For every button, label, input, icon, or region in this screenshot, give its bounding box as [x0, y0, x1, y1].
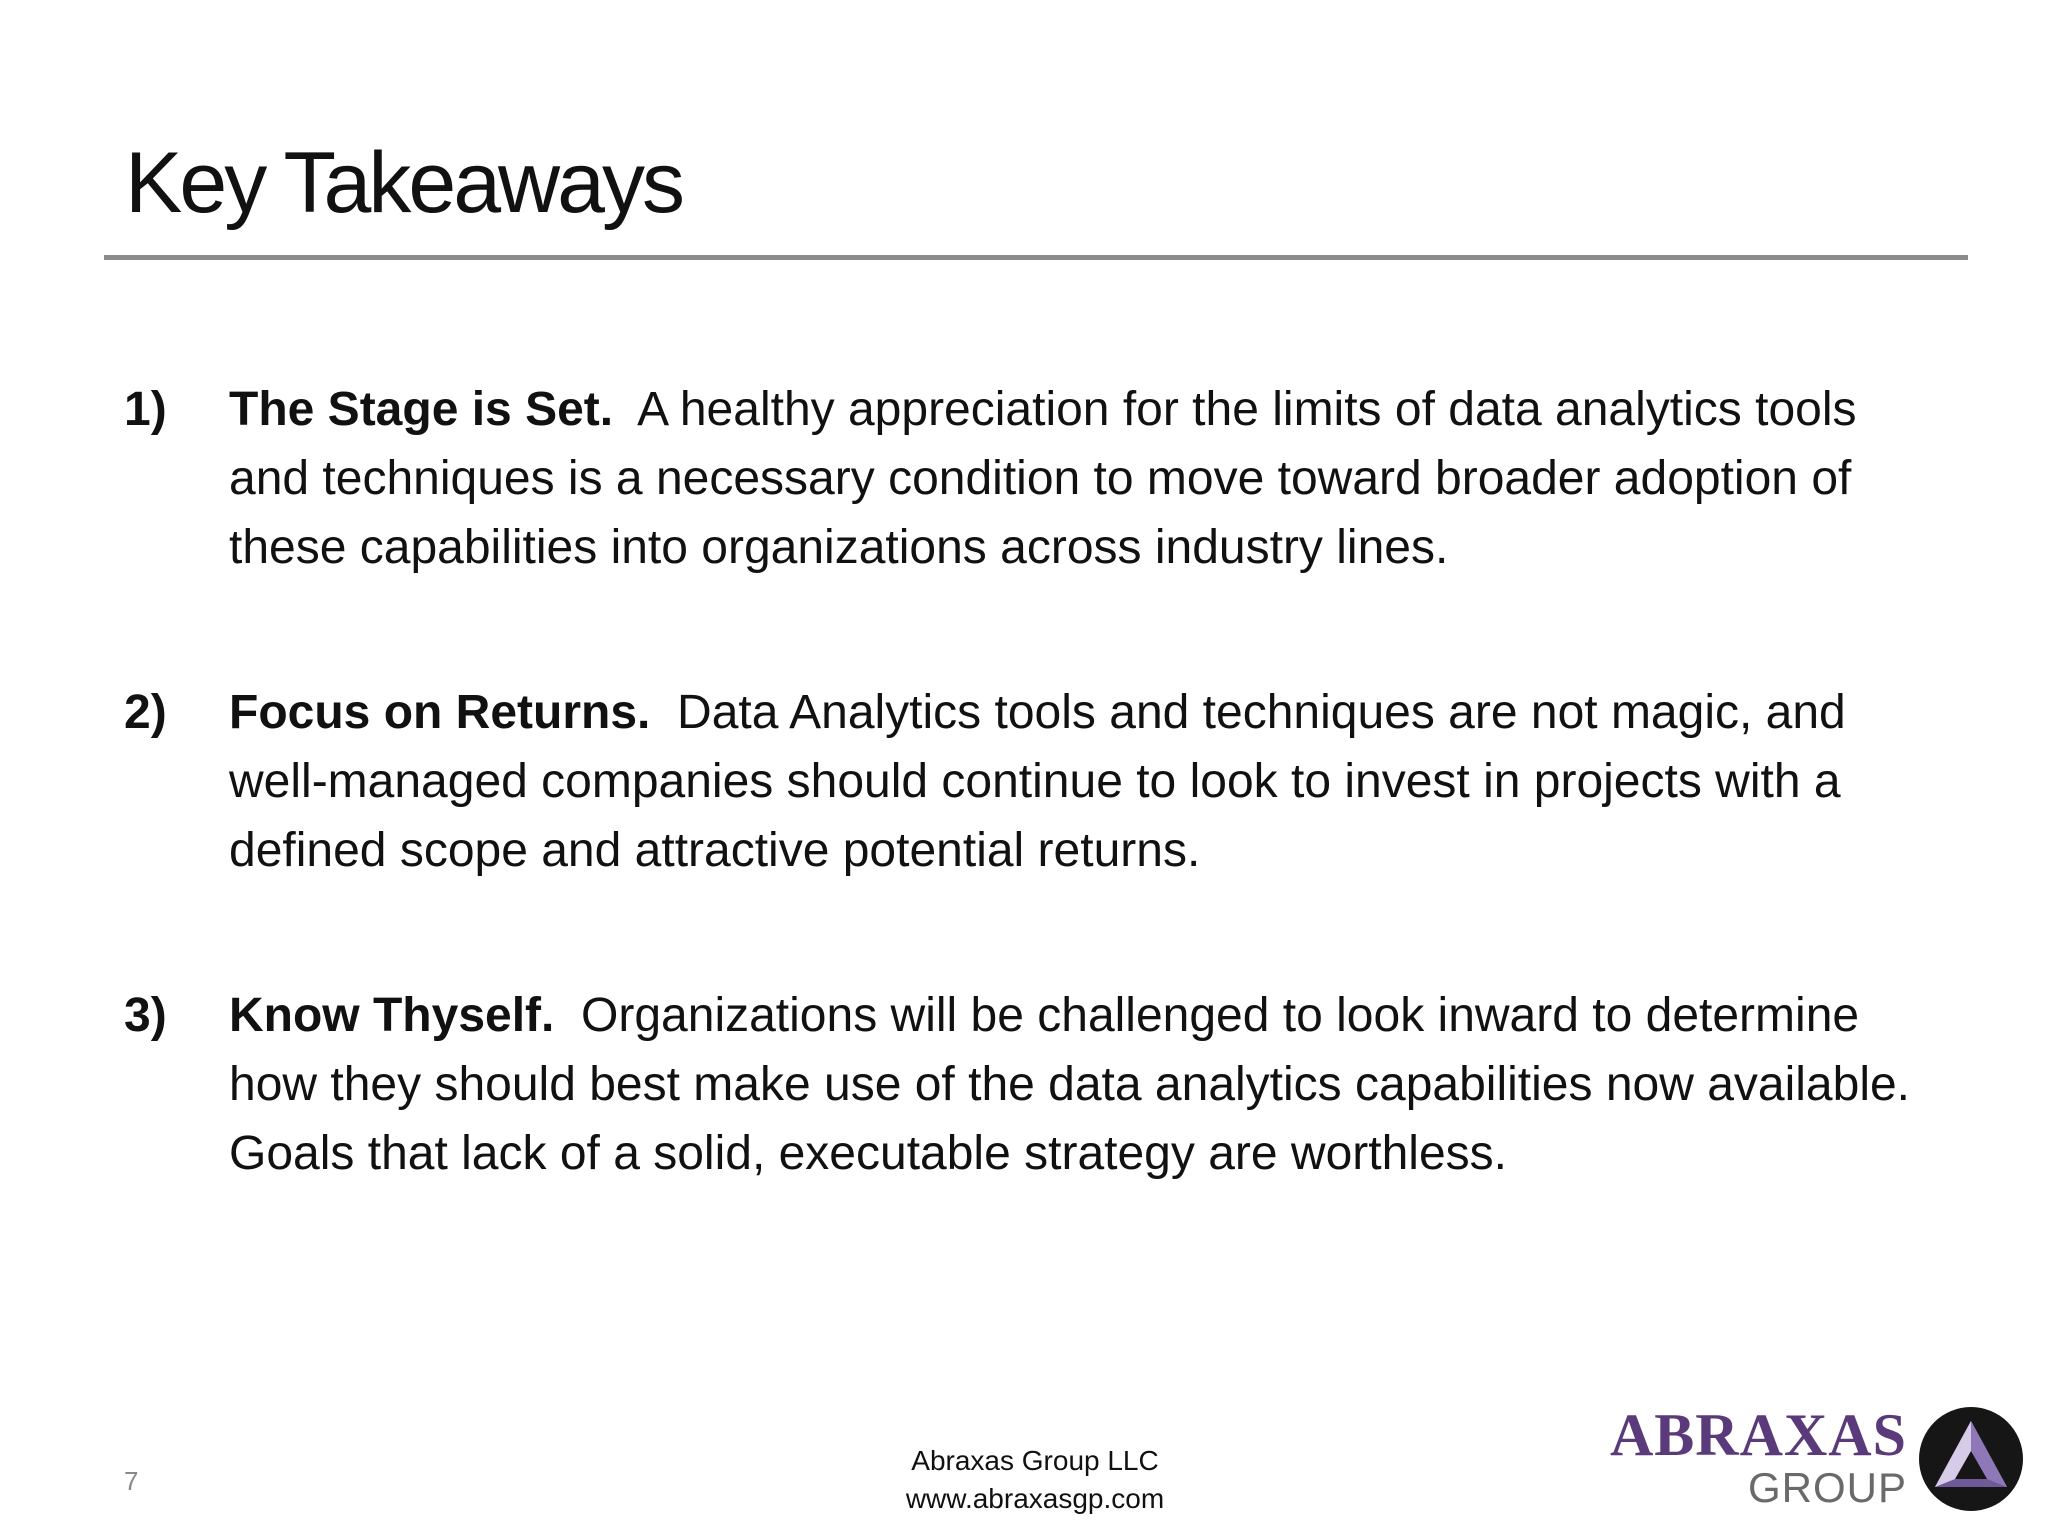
page-number: 7: [124, 1466, 139, 1496]
takeaway-lead: Know Thyself.: [229, 989, 555, 1042]
logo-wordmark: ABRAXAS: [1609, 1402, 1907, 1468]
takeaways-list: [124, 375, 1944, 1188]
company-logo: [1609, 1402, 2025, 1515]
takeaway-number: 2): [124, 686, 167, 739]
takeaway-number: 3): [124, 989, 167, 1042]
logo-subtitle: GROUP: [1747, 1464, 1907, 1511]
abraxas-triangle-logo-icon: [1917, 1405, 2025, 1513]
footer-company: Abraxas Group LLC: [911, 1445, 1159, 1476]
takeaway-text: Data Analytics tools and techniques are not magic, and well-managed companies should continue to look to invest in projects with a defined scope and attractive potential returns.: [229, 686, 1846, 877]
takeaway-text: Organizations will be challenged to look inward to determine how they should best make use of the data analytics capabilities now available. Goals that lack of a solid, executable strategy are worthless.: [229, 989, 1911, 1180]
takeaway-item: [124, 981, 1944, 1188]
slide-title: Key Takeaways: [125, 135, 682, 231]
takeaway-item: [124, 375, 1944, 582]
title-divider: [104, 255, 1968, 260]
takeaway-body: [229, 981, 1944, 1188]
takeaway-number: 1): [124, 383, 167, 436]
footer: [835, 1442, 1235, 1518]
takeaway-text: A healthy appreciation for the limits of data analytics tools and techniques is a necessary condition to move toward broader adoption of these capabilities into organizations across industry lines.: [229, 383, 1857, 574]
footer-website: www.abraxasgp.com: [905, 1483, 1165, 1514]
takeaway-item: [124, 678, 1944, 885]
takeaway-body: [229, 375, 1944, 582]
takeaway-body: [229, 678, 1944, 885]
takeaway-lead: The Stage is Set.: [229, 383, 614, 436]
takeaway-lead: Focus on Returns.: [229, 686, 651, 739]
